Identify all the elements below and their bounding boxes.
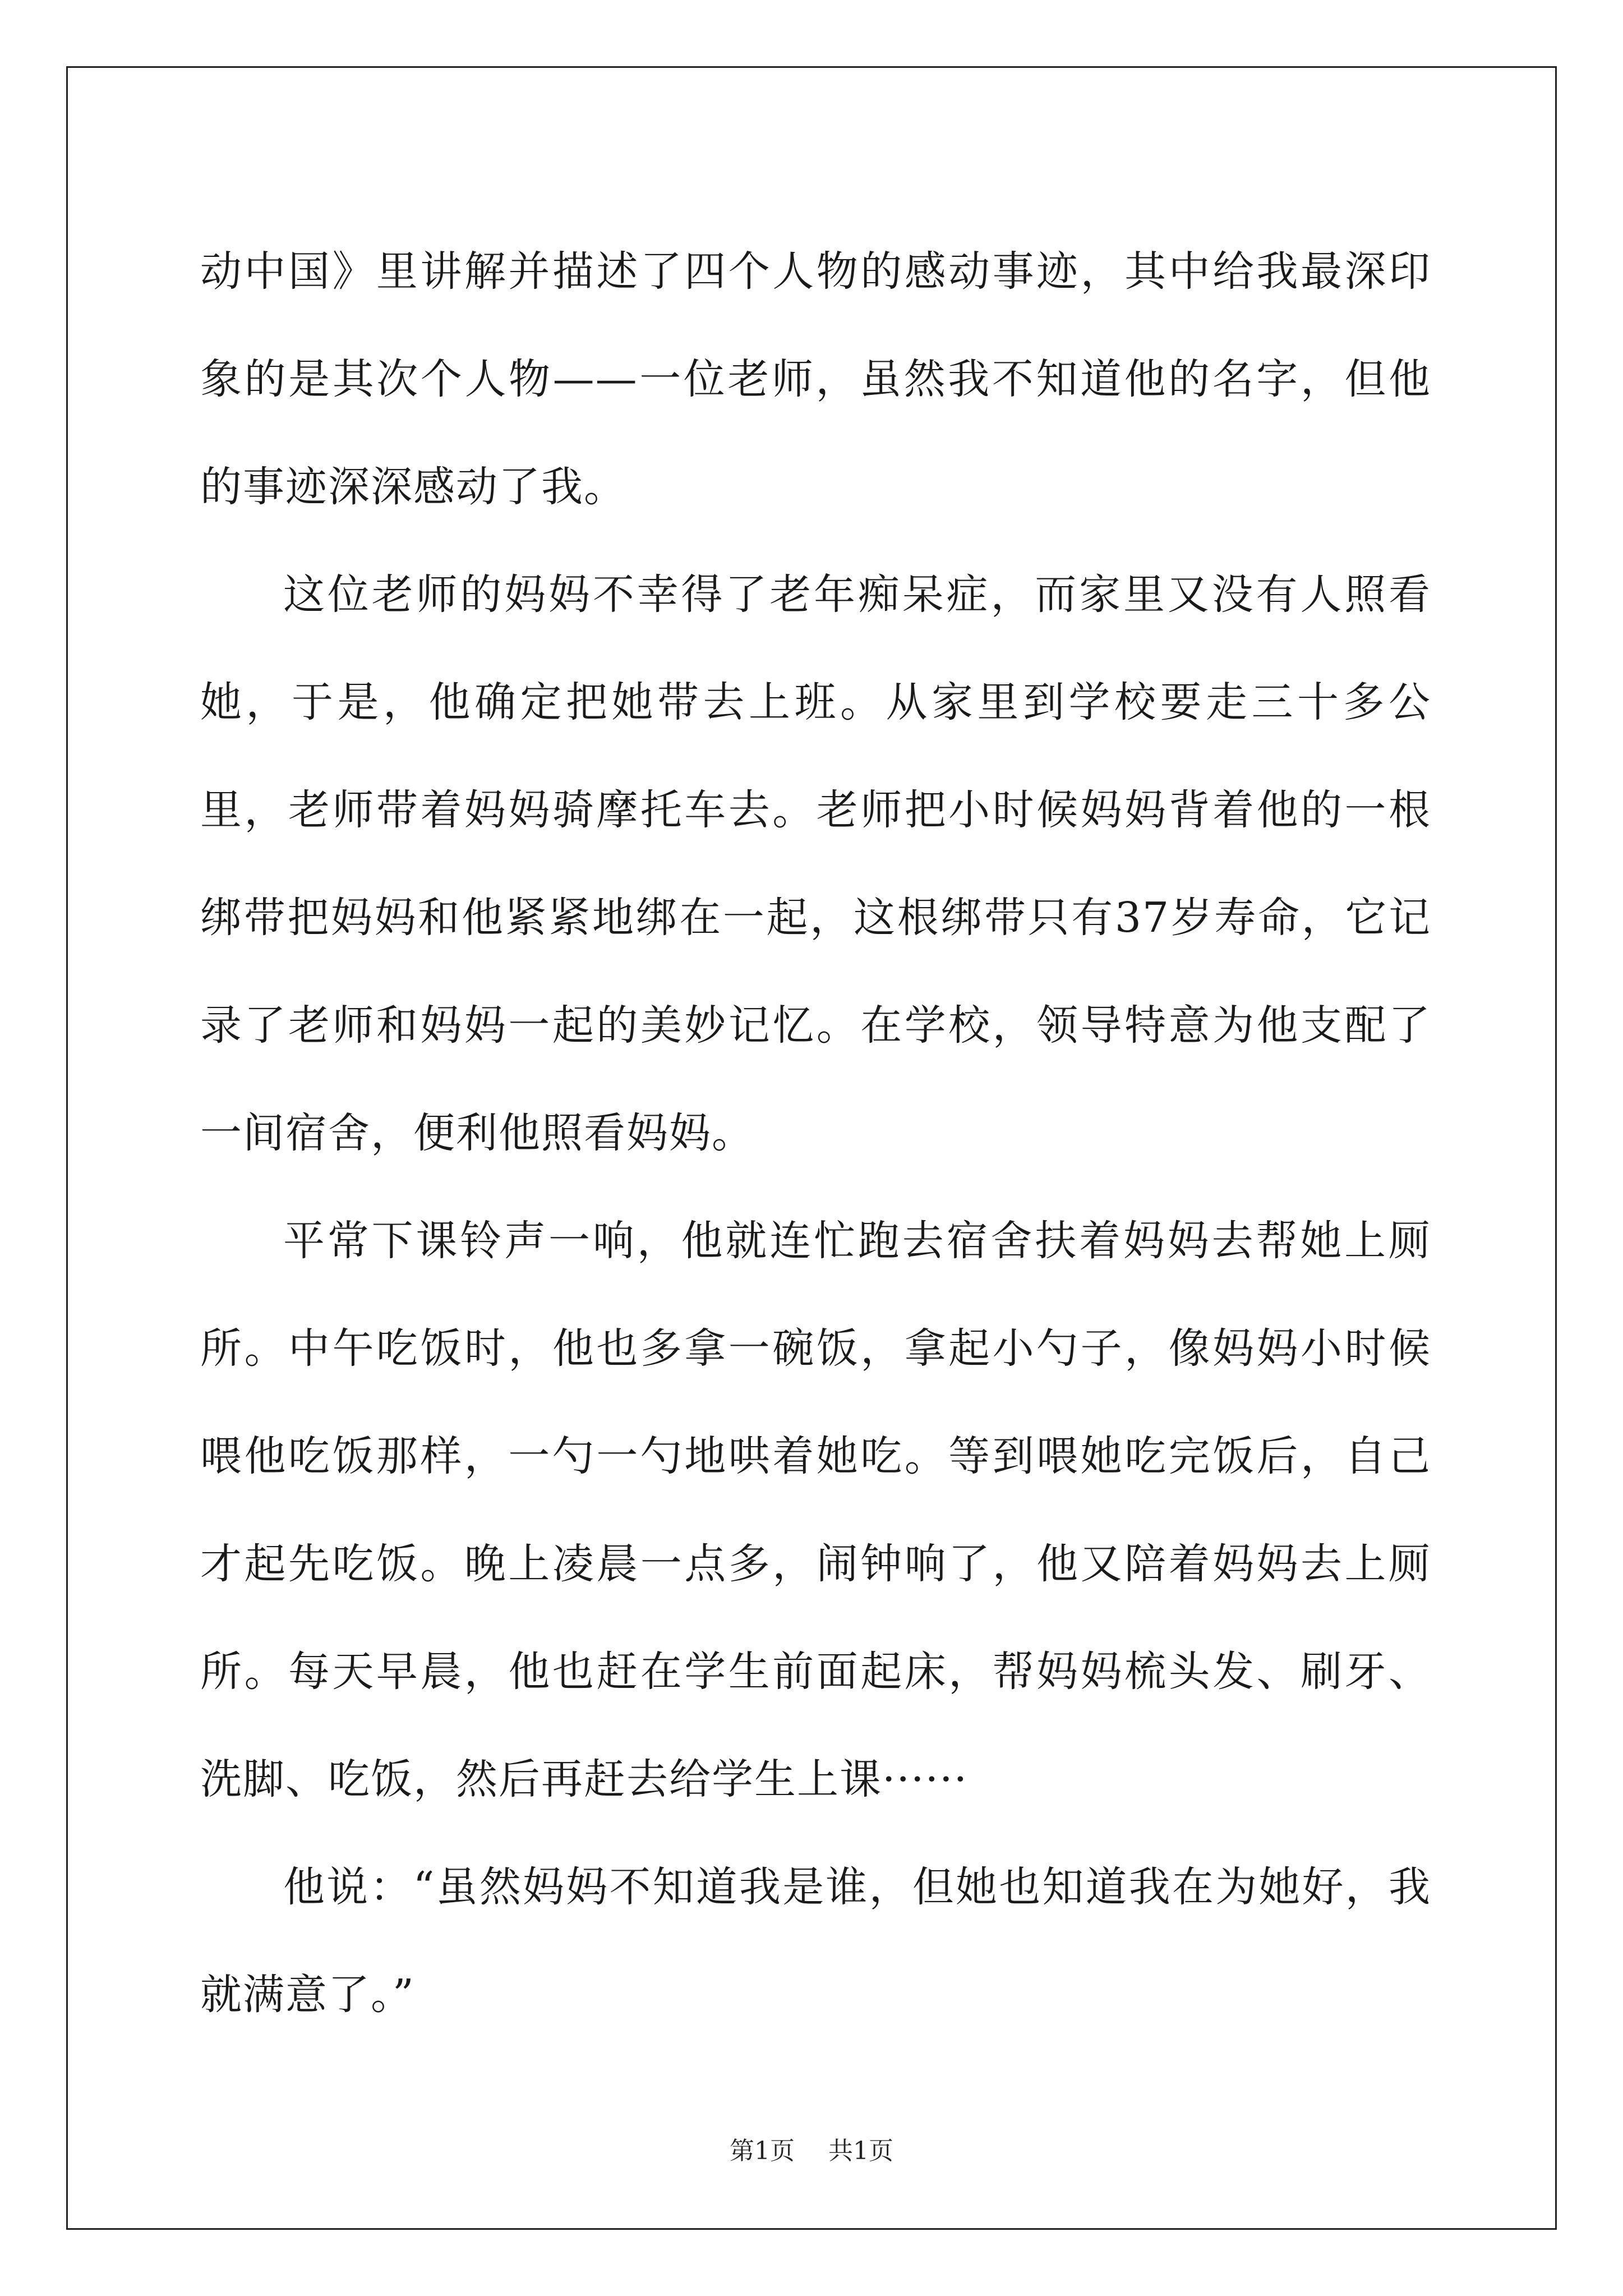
paragraph-2: 这位老师的妈妈不幸得了老年痴呆症，而家里又没有人照看她，于是，他确定把她带去上班。从家里到学校要走三十多公里，老师带着妈妈骑摩托车去。老师把小时候妈妈背着他的一根绑带把妈妈和他紧紧地绑在一起，这根绑带只有37岁寿命，它记录了老师和妈妈一起的美妙记忆。在学校，领导特意为他支配了一间宿舍，便利他照看妈妈。 xyxy=(200,570,1431,1157)
page-total: 共1页 xyxy=(828,2137,893,2165)
page-number: 第1页 xyxy=(730,2137,795,2165)
paragraph-4: 他说：“虽然妈妈不知道我是谁，但她也知道我在为她好，我就满意了。” xyxy=(200,1863,1431,2019)
page-footer xyxy=(0,2134,1623,2168)
document-body xyxy=(200,218,1431,2049)
paragraph-1: 动中国》里讲解并描述了四个人物的感动事迹，其中给我最深印象的是其次个人物——一位老师，虽然我不知道他的名字，但他的事迹深深感动了我。 xyxy=(200,247,1431,511)
paragraph-3: 平常下课铃声一响，他就连忙跑去宿舍扶着妈妈去帮她上厕所。中午吃饭时，他也多拿一碗饭，拿起小勺子，像妈妈小时候喂他吃饭那样，一勺一勺地哄着她吃。等到喂她吃完饭后，自己才起先吃饭。晚上凌晨一点多，闹钟响了，他又陪着妈妈去上厕所。每天早晨，他也赶在学生前面起床，帮妈妈梳头发、刷牙、洗脚、吃饭，然后再赶去给学生上课······ xyxy=(200,1217,1431,1803)
